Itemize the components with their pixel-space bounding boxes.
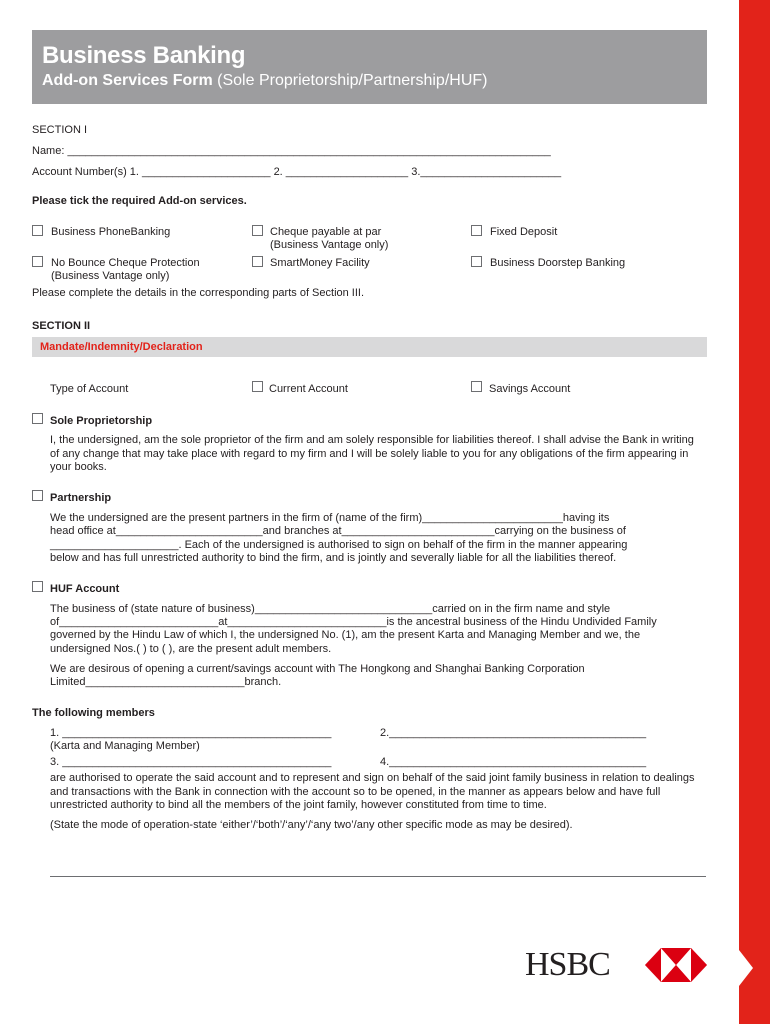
no-bounce-label: No Bounce Cheque Protection [51,257,200,269]
savings-account-label: Savings Account [489,383,571,395]
desirous-line-1: We are desirous of opening a current/savings account with The Hongkong and Shanghai Banking Corporation [50,663,585,675]
member-1-note: (Karta and Managing Member) [50,740,200,752]
current-account-label: Current Account [269,383,348,395]
subtitle-bold: Add-on Services Form [42,72,213,89]
smartmoney-checkbox[interactable] [252,256,263,267]
smartmoney-label: SmartMoney Facility [270,257,370,269]
cheque-par-checkbox[interactable] [252,225,263,236]
current-account-checkbox[interactable] [252,381,263,392]
no-bounce-note: (Business Vantage only) [51,270,170,282]
red-bar-notch [739,950,753,986]
type-of-account-label: Type of Account [50,383,129,395]
huf-line-3: governed by the Hindu Law of which I, the undersigned No. (1), am the present Karta and Managing Member and we, the [50,629,641,641]
branch-field[interactable]: Limited__________________________branch. [50,676,282,688]
hsbc-hexagon-icon [645,948,707,982]
phonebanking-checkbox[interactable] [32,225,43,236]
authorised-text: are authorised to operate the said account and to represent and sign on behalf of the said joint family business in relation to dealings and transactions with the Bank in connection with the account so to be opened, in the manner as appears below and have full unrestricted authority to bind all the members of the joint family, however constituted from time to time. [50,772,695,811]
no-bounce-checkbox[interactable] [32,256,43,267]
member-2-field[interactable]: 2.__________________________________________ [380,727,647,739]
subtitle-rest: (Sole Proprietorship/Partnership/HUF) [212,72,488,89]
mandate-band-label: Mandate/Indemnity/Declaration [40,341,203,353]
partnership-line-2[interactable]: head office at________________________and branches at_________________________carrying on the business of [50,525,626,537]
partnership-line-1[interactable]: We the undersigned are the present partners in the firm of (name of the firm)_______________________having its [50,512,610,524]
member-4-field[interactable]: 4.__________________________________________ [380,756,647,768]
partnership-checkbox[interactable] [32,490,43,501]
name-field[interactable]: Name: _______________________________________________________________________________ [32,145,551,157]
savings-account-checkbox[interactable] [471,381,482,392]
sole-proprietorship-checkbox[interactable] [32,413,43,424]
form-header [32,30,707,104]
fixed-deposit-checkbox[interactable] [471,225,482,236]
mode-note: (State the mode of operation-state ‘either’/‘both’/‘any’/‘any two’/any other specific mode as may be desired). [50,819,573,831]
cheque-par-label: Cheque payable at par [270,226,382,238]
account-numbers-field[interactable]: Account Number(s) 1. _____________________ 2. ____________________ 3._______________________ [32,166,562,178]
tick-instruction: Please tick the required Add-on services. [32,195,247,207]
huf-line-4: undersigned Nos.( ) to ( ), are the present adult members. [50,643,332,655]
huf-account-heading: HUF Account [50,583,120,595]
hsbc-logo-text: HSBC [525,946,610,983]
header-subtitle [42,72,487,90]
section-2-heading: SECTION II [32,320,91,332]
member-1-field[interactable]: 1. ____________________________________________ [50,727,332,739]
huf-line-1[interactable]: The business of (state nature of business)_____________________________carried on in the firm name and style [50,603,611,615]
partnership-heading: Partnership [50,492,112,504]
sole-proprietorship-heading: Sole Proprietorship [50,415,153,427]
doorstep-checkbox[interactable] [471,256,482,267]
partnership-line-3[interactable]: _____________________. Each of the undersigned is authorised to sign on behalf of the firm in the manner appearing [50,539,628,551]
phonebanking-label: Business PhoneBanking [51,226,171,238]
complete-note: Please complete the details in the corresponding parts of Section III. [32,287,365,299]
sole-proprietorship-text: I, the undersigned, am the sole proprietor of the firm and am solely responsible for liabilities thereof. I shall advise the Bank in writing of any change that may take place with regard to my firm and I will be solely liable to you for any obligations of the firm appearing in your books. [50,434,694,473]
partnership-line-4: below and has full unrestricted authority to bind the firm, and is jointly and severally liable for all the liabilities thereof. [50,552,617,564]
mode-entry-line[interactable] [50,876,706,877]
members-heading: The following members [32,707,155,719]
cheque-par-note: (Business Vantage only) [270,239,389,251]
header-title: Business Banking [42,42,246,69]
red-side-bar [739,0,770,1024]
section-1-heading: SECTION I [32,124,88,136]
mandate-band [32,337,707,357]
huf-line-2[interactable]: of__________________________at__________________________is the ancestral business of the Hindu Undivided Family [50,616,657,628]
huf-account-checkbox[interactable] [32,581,43,592]
fixed-deposit-label: Fixed Deposit [490,226,558,238]
doorstep-label: Business Doorstep Banking [490,257,626,269]
member-3-field[interactable]: 3. ____________________________________________ [50,756,332,768]
